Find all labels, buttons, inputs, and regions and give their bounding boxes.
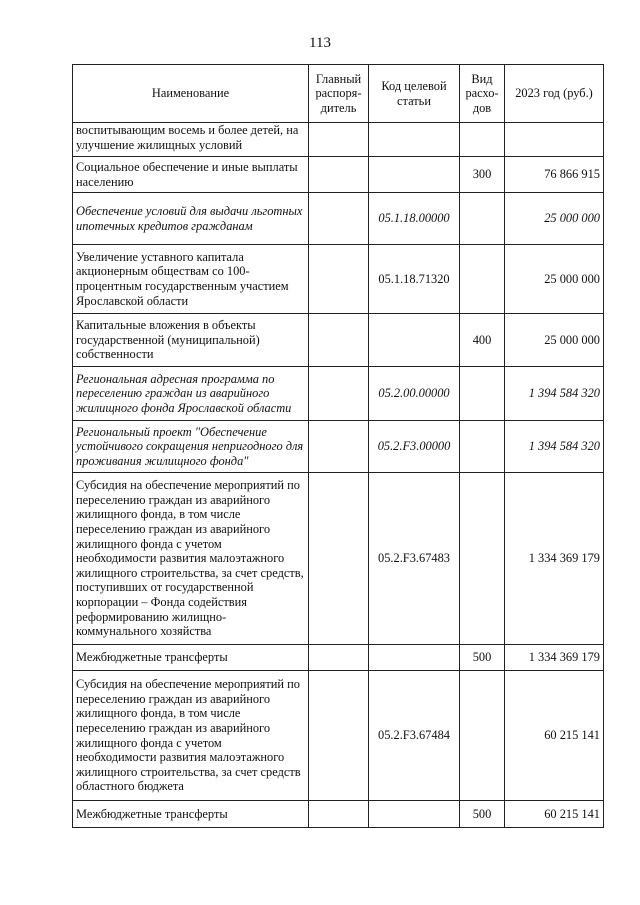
row-expense-type (460, 671, 505, 801)
row-name: Капитальные вложения в объекты государственной (муниципальной) собственности (73, 314, 309, 367)
row-expense-type: 500 (460, 645, 505, 671)
row-main-manager (309, 123, 369, 157)
column-header-expense-type: Вид расхо-дов (460, 65, 505, 123)
row-main-manager (309, 245, 369, 314)
budget-table (72, 64, 604, 828)
table-row (73, 671, 604, 801)
table-row (73, 314, 604, 367)
table-row (73, 123, 604, 157)
row-name: Социальное обеспечение и иные выплаты населению (73, 157, 309, 193)
row-expense-type (460, 193, 505, 245)
column-header-name: Наименование (73, 65, 309, 123)
row-name: Субсидия на обеспечение мероприятий по переселению граждан из аварийного жилищного фонда, в том числе переселению граждан из аварийного жилищного фонда с учетом необходимости развития малоэтажного жилищного строительства, за счет средств областного бюджета (73, 671, 309, 801)
row-target-code: 05.2.F3.00000 (369, 421, 460, 473)
row-name: воспитывающим восемь и более детей, на улучшение жилищных условий (73, 123, 309, 157)
row-amount: 60 215 141 (505, 671, 604, 801)
row-amount: 25 000 000 (505, 193, 604, 245)
row-name: Межбюджетные трансферты (73, 801, 309, 828)
row-expense-type (460, 123, 505, 157)
row-name: Субсидия на обеспечение мероприятий по переселению граждан из аварийного жилищного фонда, в том числе переселению граждан из аварийного жилищного фонда с учетом необходимости развития малоэтажного жилищного строительства, за счет средств, поступивших от государственной корпорации – Фонда содействия реформированию жилищно-коммунального хозяйства (73, 473, 309, 645)
row-main-manager (309, 314, 369, 367)
row-amount (505, 123, 604, 157)
row-target-code (369, 157, 460, 193)
row-main-manager (309, 193, 369, 245)
table-row (73, 801, 604, 828)
row-target-code (369, 123, 460, 157)
row-name: Обеспечение условий для выдачи льготных ипотечных кредитов гражданам (73, 193, 309, 245)
row-main-manager (309, 421, 369, 473)
row-amount: 25 000 000 (505, 314, 604, 367)
row-expense-type: 300 (460, 157, 505, 193)
row-amount: 1 334 369 179 (505, 645, 604, 671)
row-target-code: 05.1.18.71320 (369, 245, 460, 314)
row-main-manager (309, 671, 369, 801)
row-main-manager (309, 645, 369, 671)
row-expense-type (460, 245, 505, 314)
column-header-main-manager: Главный распоря-дитель (309, 65, 369, 123)
table-row (73, 367, 604, 421)
row-amount: 1 394 584 320 (505, 367, 604, 421)
row-expense-type (460, 367, 505, 421)
table-row (73, 645, 604, 671)
row-target-code: 05.2.F3.67484 (369, 671, 460, 801)
row-name: Межбюджетные трансферты (73, 645, 309, 671)
row-main-manager (309, 367, 369, 421)
row-target-code: 05.1.18.00000 (369, 193, 460, 245)
row-main-manager (309, 473, 369, 645)
row-expense-type (460, 421, 505, 473)
page-number: 113 (309, 35, 331, 51)
row-target-code (369, 314, 460, 367)
table-row (73, 473, 604, 645)
row-amount: 25 000 000 (505, 245, 604, 314)
column-header-amount-2023: 2023 год (руб.) (505, 65, 604, 123)
row-expense-type: 400 (460, 314, 505, 367)
row-target-code: 05.2.F3.67483 (369, 473, 460, 645)
row-amount: 60 215 141 (505, 801, 604, 828)
row-main-manager (309, 157, 369, 193)
row-expense-type (460, 473, 505, 645)
row-target-code (369, 801, 460, 828)
row-target-code (369, 645, 460, 671)
row-target-code: 05.2.00.00000 (369, 367, 460, 421)
row-amount: 1 394 584 320 (505, 421, 604, 473)
table-row (73, 157, 604, 193)
column-header-target-code: Код целевой статьи (369, 65, 460, 123)
row-main-manager (309, 801, 369, 828)
table-row (73, 245, 604, 314)
row-expense-type: 500 (460, 801, 505, 828)
row-amount: 76 866 915 (505, 157, 604, 193)
table-header-row (73, 65, 604, 123)
row-amount: 1 334 369 179 (505, 473, 604, 645)
row-name: Региональный проект "Обеспечение устойчивого сокращения непригодного для проживания жилищного фонда" (73, 421, 309, 473)
table-row (73, 193, 604, 245)
row-name: Увеличение уставного капитала акционерным обществам со 100-процентным государственным участием Ярославской области (73, 245, 309, 314)
row-name: Региональная адресная программа по переселению граждан из аварийного жилищного фонда Ярославской области (73, 367, 309, 421)
table-row (73, 421, 604, 473)
